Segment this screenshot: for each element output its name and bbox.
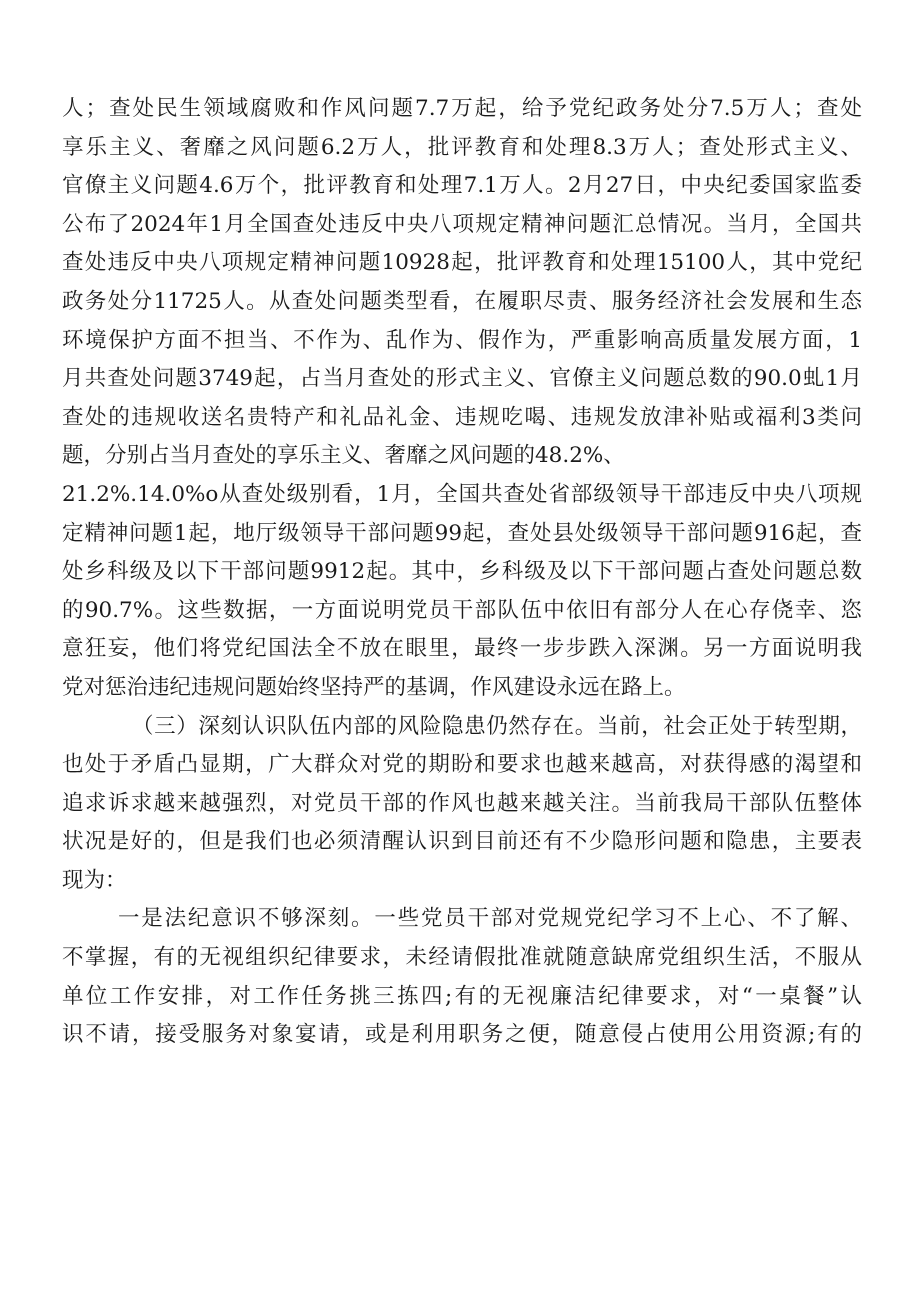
document-body <box>62 90 862 1055</box>
text-line: 定精神问题1起，地厅级领导干部问题99起，查处县处级领导干部问题916起，查 <box>62 520 862 546</box>
paragraph-discipline-awareness <box>62 900 862 1054</box>
text-line: 处乡科级及以下干部问题9912起。其中，乡科级及以下干部问题占查处问题总数 <box>62 559 862 585</box>
text-line: 公布了2024年1月全国查处违反中央八项规定精神问题汇总情况。当月，全国共 <box>62 211 862 237</box>
text-line: 状况是好的，但是我们也必须清醒认识到目前还有不少隐形问题和隐患，主要表 <box>62 829 862 855</box>
text-line: 查处违反中央八项规定精神问题10928起，批评教育和处理15100人，其中党纪 <box>62 250 862 276</box>
text-line: 追求诉求越来越强烈，对党员干部的作风也越来越关注。当前我局干部队伍整体 <box>62 790 862 816</box>
paragraph-risk-heading <box>62 708 862 901</box>
text-line: 月共查处问题3749起，占当月查处的形式主义、官僚主义问题总数的90.0虬1月 <box>62 366 862 392</box>
text-line: 单位工作安排，对工作任务挑三拣四;有的无视廉洁纪律要求，对“一桌餐”认 <box>62 983 862 1009</box>
text-line: 不掌握，有的无视组织纪律要求，未经请假批准就随意缺席党组织生活，不服从 <box>62 945 862 971</box>
text-line: 政务处分11725人。从查处问题类型看，在履职尽责、服务经济社会发展和生态 <box>62 288 862 314</box>
text-line: 享乐主义、奢靡之风问题6.2万人，批评教育和处理8.3万人；查处形式主义、 <box>62 134 862 160</box>
text-line: 党对惩治违纪违规问题始终坚持严的基调，作风建设永远在路上。 <box>62 674 686 700</box>
text-line: 查处的违规收送名贵特产和礼品礼金、违规吃喝、违规发放津补贴或福利3类问 <box>62 404 862 430</box>
text-line: 的90.7%。这些数据，一方面说明党员干部队伍中依旧有部分人在心存侥幸、恣 <box>62 597 862 623</box>
text-line: 意狂妄，他们将党纪国法全不放在眼里，最终一步步跌入深渊。另一方面说明我 <box>62 636 862 662</box>
text-line: 21.2%.14.0%o从查处级别看，1月，全国共查处省部级领导干部违反中央八项规 <box>62 481 862 507</box>
text-line: 现为： <box>62 867 127 893</box>
text-line: 人；查处民生领域腐败和作风问题7.7万起，给予党纪政务处分7.5万人；查处 <box>62 96 862 121</box>
text-line: 环境保护方面不担当、不作为、乱作为、假作为，严重影响高质量发展方面，1 <box>62 327 862 353</box>
text-line: 题，分别占当月查处的享乐主义、奢靡之风问题的48.2%、 <box>62 443 625 469</box>
text-line: 也处于矛盾凸显期，广大群众对党的期盼和要求也越来越高，对获得感的渴望和 <box>62 752 862 778</box>
text-line: 官僚主义问题4.6万个，批评教育和处理7.1万人。2月27日，中央纪委国家监委 <box>62 173 862 199</box>
text-line: 识不请，接受服务对象宴请，或是利用职务之便，随意侵占使用公用资源;有的 <box>62 1022 862 1048</box>
paragraph-statistics <box>62 90 862 708</box>
section-heading-line: （三）深刻认识队伍内部的风险隐患仍然存在。当前，社会正处于转型期， <box>132 713 862 739</box>
text-line: 一是法纪意识不够深刻。一些党员干部对党规党纪学习不上心、不了解、 <box>118 906 862 932</box>
